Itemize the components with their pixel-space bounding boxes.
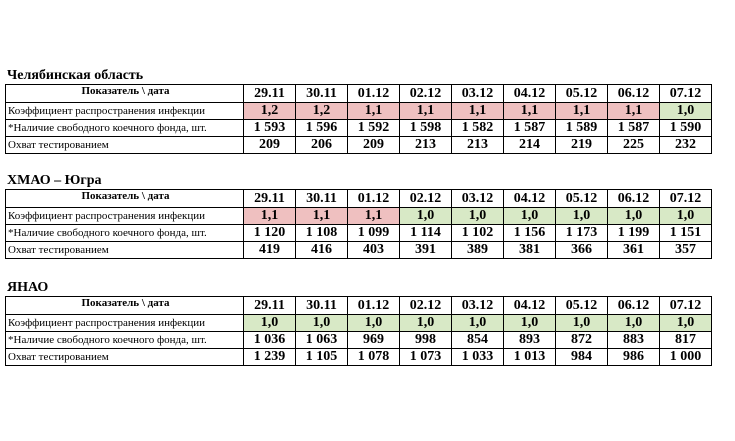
date-header: 06.12 [608,297,660,315]
row-label: Коэффициент распространения инфекции [6,315,244,332]
table-cell: 1 120 [244,225,296,242]
date-header: 29.11 [244,85,296,103]
table-cell: 872 [556,332,608,349]
table-cell: 1 593 [244,120,296,137]
table-cell: 419 [244,242,296,259]
table-cell: 1,0 [452,208,504,225]
row-label: Коэффициент распространения инфекции [6,208,244,225]
row-label: Охват тестированием [6,242,244,259]
date-header: 07.12 [660,297,712,315]
table-cell: 1,0 [296,315,348,332]
table-cell: 1,0 [244,315,296,332]
date-header: 03.12 [452,297,504,315]
table-cell: 1,0 [504,208,556,225]
row-label: Охват тестированием [6,137,244,154]
date-header: 01.12 [348,190,400,208]
date-header: 01.12 [348,297,400,315]
date-header: 03.12 [452,85,504,103]
table-cell: 1,1 [400,103,452,120]
table-cell: 998 [400,332,452,349]
table-cell: 1 013 [504,349,556,366]
table-cell: 381 [504,242,556,259]
table-cell: 817 [660,332,712,349]
table-header-row [6,85,712,103]
table-cell: 1,1 [296,208,348,225]
date-header: 02.12 [400,85,452,103]
table-cell: 416 [296,242,348,259]
table-cell: 1 000 [660,349,712,366]
table-cell: 1 099 [348,225,400,242]
header-label: Показатель \ дата [6,297,244,315]
table-cell: 1,0 [608,315,660,332]
table-cell: 232 [660,137,712,154]
table-cell: 854 [452,332,504,349]
date-header: 29.11 [244,297,296,315]
table-header-row [6,297,712,315]
table-cell: 1 587 [608,120,660,137]
table-cell: 986 [608,349,660,366]
table-cell: 1,0 [660,103,712,120]
table-cell: 893 [504,332,556,349]
table-cell: 213 [400,137,452,154]
testing-coverage-row [6,137,712,154]
table-cell: 1 073 [400,349,452,366]
table-cell: 1,0 [660,208,712,225]
table-cell: 1 587 [504,120,556,137]
date-header: 07.12 [660,85,712,103]
table-cell: 1,0 [556,208,608,225]
table-cell: 1 199 [608,225,660,242]
date-header: 01.12 [348,85,400,103]
table-cell: 1,0 [660,315,712,332]
row-label: *Наличие свободного коечного фонда, шт. [6,120,244,137]
table-cell: 883 [608,332,660,349]
date-header: 02.12 [400,297,452,315]
testing-coverage-row [6,349,712,366]
row-label: *Наличие свободного коечного фонда, шт. [6,332,244,349]
table-cell: 1,1 [244,208,296,225]
region-title: Челябинская область [7,68,144,83]
table-cell: 366 [556,242,608,259]
date-header: 05.12 [556,85,608,103]
infection-rate-row [6,103,712,120]
table-cell: 391 [400,242,452,259]
table-cell: 1 036 [244,332,296,349]
date-header: 29.11 [244,190,296,208]
table-cell: 1,1 [452,103,504,120]
table-cell: 357 [660,242,712,259]
table-cell: 1 156 [504,225,556,242]
table-cell: 225 [608,137,660,154]
table-cell: 1,2 [296,103,348,120]
table-cell: 1 592 [348,120,400,137]
table-cell: 403 [348,242,400,259]
table-cell: 1 114 [400,225,452,242]
table-cell: 1 102 [452,225,504,242]
table-cell: 1 173 [556,225,608,242]
infection-rate-row [6,315,712,332]
table-cell: 984 [556,349,608,366]
table-cell: 1,1 [556,103,608,120]
date-header: 30.11 [296,190,348,208]
table-cell: 214 [504,137,556,154]
region-block [5,174,712,259]
table-cell: 1 589 [556,120,608,137]
region-block [5,69,712,154]
region-title: ХМАО – Югра [7,173,102,188]
region-table [5,296,712,366]
table-cell: 213 [452,137,504,154]
table-cell: 361 [608,242,660,259]
date-header: 30.11 [296,85,348,103]
region-title: ЯНАО [7,280,49,295]
date-header: 30.11 [296,297,348,315]
table-cell: 1 582 [452,120,504,137]
table-cell: 1 151 [660,225,712,242]
table-cell: 1,0 [452,315,504,332]
row-label: *Наличие свободного коечного фонда, шт. [6,225,244,242]
date-header: 02.12 [400,190,452,208]
free-beds-row [6,332,712,349]
table-cell: 209 [348,137,400,154]
date-header: 05.12 [556,297,608,315]
date-header: 06.12 [608,190,660,208]
table-cell: 1,1 [348,208,400,225]
table-cell: 1 063 [296,332,348,349]
header-label: Показатель \ дата [6,85,244,103]
region-table [5,84,712,154]
date-header: 05.12 [556,190,608,208]
table-cell: 1,0 [608,208,660,225]
table-cell: 219 [556,137,608,154]
date-header: 04.12 [504,297,556,315]
date-header: 04.12 [504,85,556,103]
table-header-row [6,190,712,208]
table-cell: 1,0 [400,315,452,332]
table-cell: 1,2 [244,103,296,120]
table-cell: 1 078 [348,349,400,366]
row-label: Коэффициент распространения инфекции [6,103,244,120]
free-beds-row [6,120,712,137]
table-cell: 1 033 [452,349,504,366]
table-cell: 1 598 [400,120,452,137]
infection-rate-row [6,208,712,225]
table-cell: 1,0 [504,315,556,332]
free-beds-row [6,225,712,242]
table-cell: 209 [244,137,296,154]
table-cell: 1,1 [608,103,660,120]
row-label: Охват тестированием [6,349,244,366]
table-cell: 389 [452,242,504,259]
region-block [5,281,712,366]
table-cell: 1 108 [296,225,348,242]
date-header: 07.12 [660,190,712,208]
date-header: 04.12 [504,190,556,208]
region-table [5,189,712,259]
table-cell: 1,0 [556,315,608,332]
table-cell: 1,1 [504,103,556,120]
table-cell: 1 596 [296,120,348,137]
table-cell: 1 239 [244,349,296,366]
table-cell: 1 105 [296,349,348,366]
header-label: Показатель \ дата [6,190,244,208]
table-cell: 206 [296,137,348,154]
date-header: 06.12 [608,85,660,103]
testing-coverage-row [6,242,712,259]
table-cell: 1 590 [660,120,712,137]
table-cell: 969 [348,332,400,349]
table-cell: 1,1 [348,103,400,120]
table-cell: 1,0 [400,208,452,225]
table-cell: 1,0 [348,315,400,332]
date-header: 03.12 [452,190,504,208]
